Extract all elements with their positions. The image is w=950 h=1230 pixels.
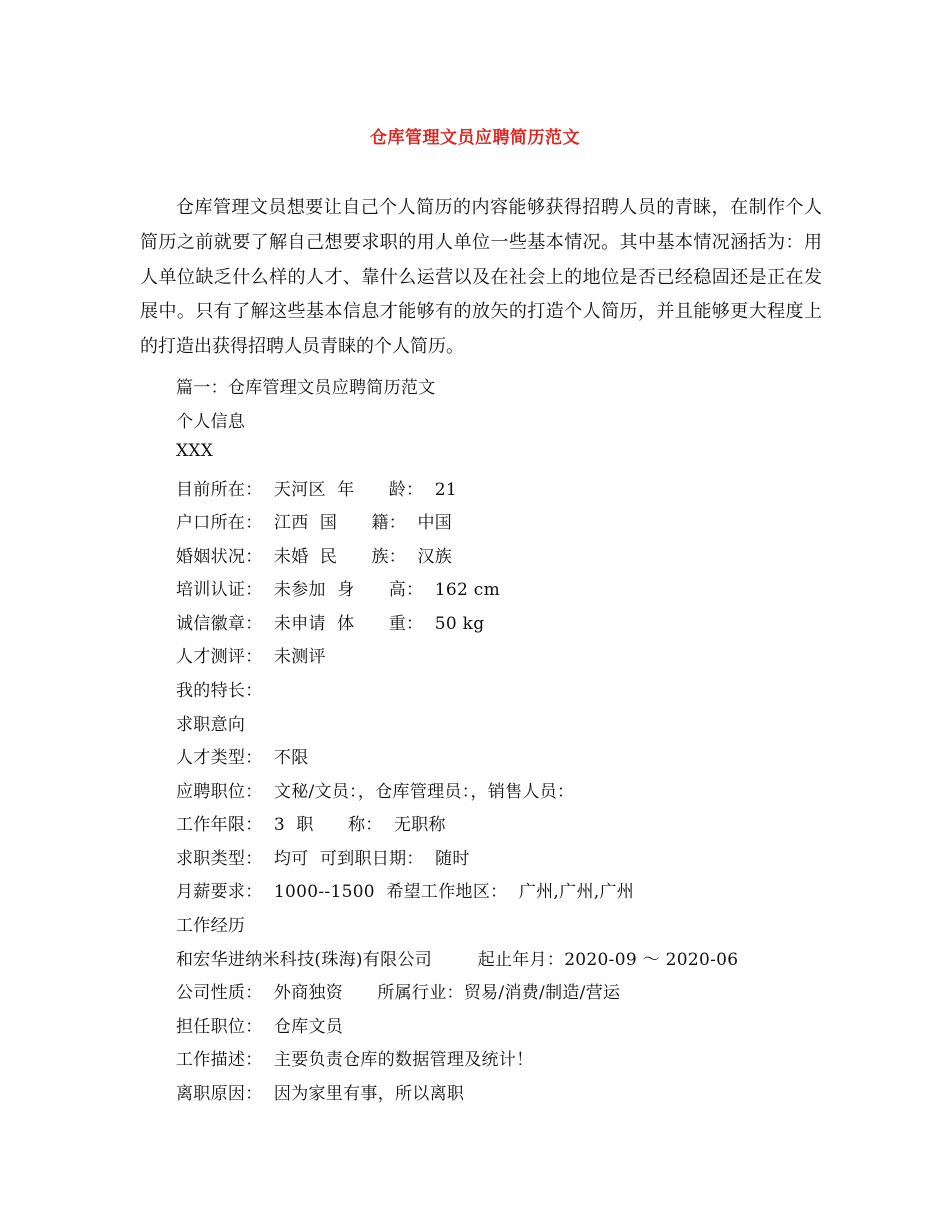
work-position: 担任职位： 仓库文员: [176, 1017, 344, 1037]
work-company-period: 和宏华进纳米科技(珠海)有限公司 起止年月：2020-09 ～ 2020-06: [176, 950, 739, 970]
intent-years-title: 工作年限： 3 职 称： 无职称: [176, 815, 446, 835]
intent-positions: 应聘职位： 文秘/文员：，仓库管理员：，销售人员：: [176, 782, 575, 802]
info-training-height: 培训认证： 未参加 身 高： 162 cm: [176, 580, 501, 600]
info-badge-weight: 诚信徽章： 未申请 体 重： 50 kg: [176, 614, 485, 634]
intent-salary-region: 月薪要求： 1000--1500 希望工作地区： 广州,广州,广州: [176, 882, 635, 902]
section-heading-personal-info: 个人信息: [176, 412, 246, 432]
work-description: 工作描述： 主要负责仓库的数据管理及统计！: [176, 1050, 534, 1070]
document-title: 仓库管理文员应聘简历范文: [370, 128, 580, 148]
section-heading-article-one: 篇一：仓库管理文员应聘简历范文: [176, 378, 436, 398]
info-talent-test: 人才测评： 未测评: [176, 647, 326, 667]
intro-paragraph: 仓库管理文员想要让自己个人简历的内容能够获得招聘人员的青睐，在制作个人简历之前就要了解自己想要求职的用人单位一些基本情况。其中基本情况涵括为：用人单位缺乏什么样的人才、靠什么运营以及在社会上的地位是否已经稳固还是正在发展中。只有了解这些基本信息才能够有的放矢的打造个人简历，并且能够更大程度上的打造出获得招聘人员青睐的个人简历。: [140, 197, 822, 358]
work-leaving-reason: 离职原因： 因为家里有事，所以离职: [176, 1084, 465, 1104]
info-specialties: 我的特长：: [176, 681, 263, 701]
info-marital-ethnicity: 婚姻状况： 未婚 民 族： 汉族: [176, 547, 453, 567]
intent-type-start: 求职类型： 均可 可到职日期： 随时: [176, 849, 470, 869]
section-heading-job-intention: 求职意向: [176, 715, 246, 735]
intent-talent-type: 人才类型： 不限: [176, 748, 309, 768]
work-company-type-industry: 公司性质： 外商独资 所属行业：贸易/消费/制造/营运: [176, 983, 621, 1003]
name-line: XXX: [176, 441, 214, 461]
info-location-age: 目前所在： 天河区 年 龄： 21: [176, 480, 457, 500]
section-heading-work-experience: 工作经历: [176, 916, 246, 936]
info-hukou-nationality: 户口所在： 江西 国 籍： 中国: [176, 513, 453, 533]
